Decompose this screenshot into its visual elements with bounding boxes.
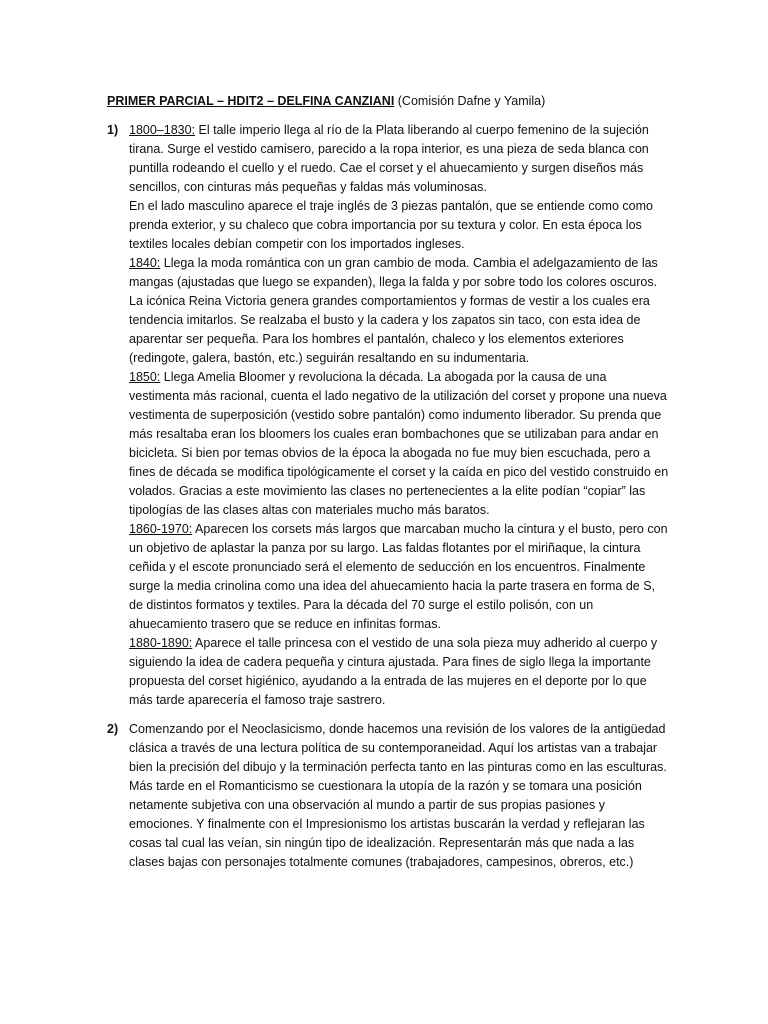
- paragraph-text: Llega la moda romántica con un gran cambio de moda. Cambia el adelgazamiento de las mangas (ajustadas que luego se expanden), llega la falda y por sobre todo los colores oscuros. La icónica Reina Victoria genera grandes comportamientos y formas de vestir a los cuales era tendencia imitarlos. Se realzaba el busto y la cadera y los zapatos sin taco, con esta idea de aparentar ser pequeña. Para los hombres el pantalón, chaleco y los elementos exteriores (redingote, galera, bastón, etc.) seguirán resaltando en su indumentaria.: [129, 256, 658, 365]
- paragraph-text: Comenzando por el Neoclasicismo, donde hacemos una revisión de los valores de la antigüedad clásica a través de una lectura política de su contemporaneidad. Aquí los artistas van a trabajar bien la precisión del dibujo y la terminación perfecta tanto en las pinturas como en las esculturas. Más tarde en el Romanticismo se cuestionara la utopía de la razón y se tomara una posición netamente subjetiva con una observación al mundo a partir de sus propias pasiones y emociones. Y finalmente con el Impresionismo los artistas buscarán la verdad y reflejaran las cosas tal cual las veían, sin ningún tipo de idealización. Representarán más que nada a las clases bajas con personajes totalmente comunes (trabajadores, campesinos, obreros, etc.): [129, 722, 667, 869]
- paragraph-text: Aparecen los corsets más largos que marcaban mucho la cintura y el busto, pero con un objetivo de aplastar la panza por su largo. Las faldas flotantes por el miriñaque, la cintura ceñida y el escote pronunciado será el elemento de seducción en los encuentros. Finalmente surge la media crinolina como una idea del ahuecamiento hacia la parte trasera en forma de S, de distintos formatos y textiles. Para la década del 70 surge el estilo polisón, con un ahuecamiento trasero que se reduce en infinitas formas.: [129, 522, 668, 631]
- paragraph-text: Aparece el talle princesa con el vestido de una sola pieza muy adherido al cuerpo y siguiendo la idea de cadera pequeña y cintura ajustada. Para fines de siglo llega la importante propuesta del corset higiénico, ayudando a la entrada de las mujeres en el deporte por lo que más tarde aparecería el famoso traje sastrero.: [129, 636, 658, 707]
- period-label: 1840:: [129, 256, 161, 270]
- paragraph-1800-1830: [129, 121, 669, 197]
- paragraph-art-movements: [129, 720, 669, 872]
- paragraph-1840: [129, 254, 669, 368]
- period-label: 1800–1830:: [129, 123, 196, 137]
- document-title: [107, 93, 707, 109]
- title-subtitle: (Comisión Dafne y Yamila): [394, 94, 546, 108]
- section-number: 2): [107, 722, 119, 736]
- section-body: [129, 121, 669, 710]
- period-label: 1880-1890:: [129, 636, 193, 650]
- section-number: 1): [107, 123, 119, 137]
- paragraph-masculine: [129, 197, 669, 254]
- title-main: PRIMER PARCIAL – HDIT2 – DELFINA CANZIANI: [107, 94, 395, 108]
- period-label: 1860-1970:: [129, 522, 193, 536]
- paragraph-text: Llega Amelia Bloomer y revoluciona la década. La abogada por la causa de una vestimenta más racional, cuenta el lado negativo de la utilización del corset y propone una nueva vestimenta de superposición (vestido sobre pantalón) como indumento liberador. Su prenda que más resaltaba eran los bloomers los cuales eran bombachones que se utilizaban para andar en bicicleta. Si bien por temas obvios de la época la abogada no fue muy bien escuchada, pero a fines de década se modifica tipológicamente el corset y la caída en pico del vestido construido en volados. Gracias a este movimiento las clases no pertenecientes a la elite podían “copiar” las tipologías de las clases altas con materiales mucho más baratos.: [129, 370, 669, 517]
- section-body: [129, 720, 669, 872]
- paragraph-text: En el lado masculino aparece el traje inglés de 3 piezas pantalón, que se entiende como como prenda exterior, y su chaleco que cobra importancia por su textura y color. En esta época los textiles locales debían competir con los importados ingleses.: [129, 199, 653, 251]
- paragraph-1850: [129, 368, 669, 520]
- paragraph-1880-1890: [129, 634, 669, 710]
- paragraph-1860-1970: [129, 520, 669, 634]
- period-label: 1850:: [129, 370, 161, 384]
- paragraph-text: El talle imperio llega al río de la Plata liberando al cuerpo femenino de la sujeción tirana. Surge el vestido camisero, parecido a la ropa interior, es una pieza de seda blanca con puntilla rodeando el cuello y el ruedo. Cae el corset y el ahuecamiento y surgen diseños más sencillos, con cinturas más pequeñas y faldas más voluminosas.: [129, 123, 649, 194]
